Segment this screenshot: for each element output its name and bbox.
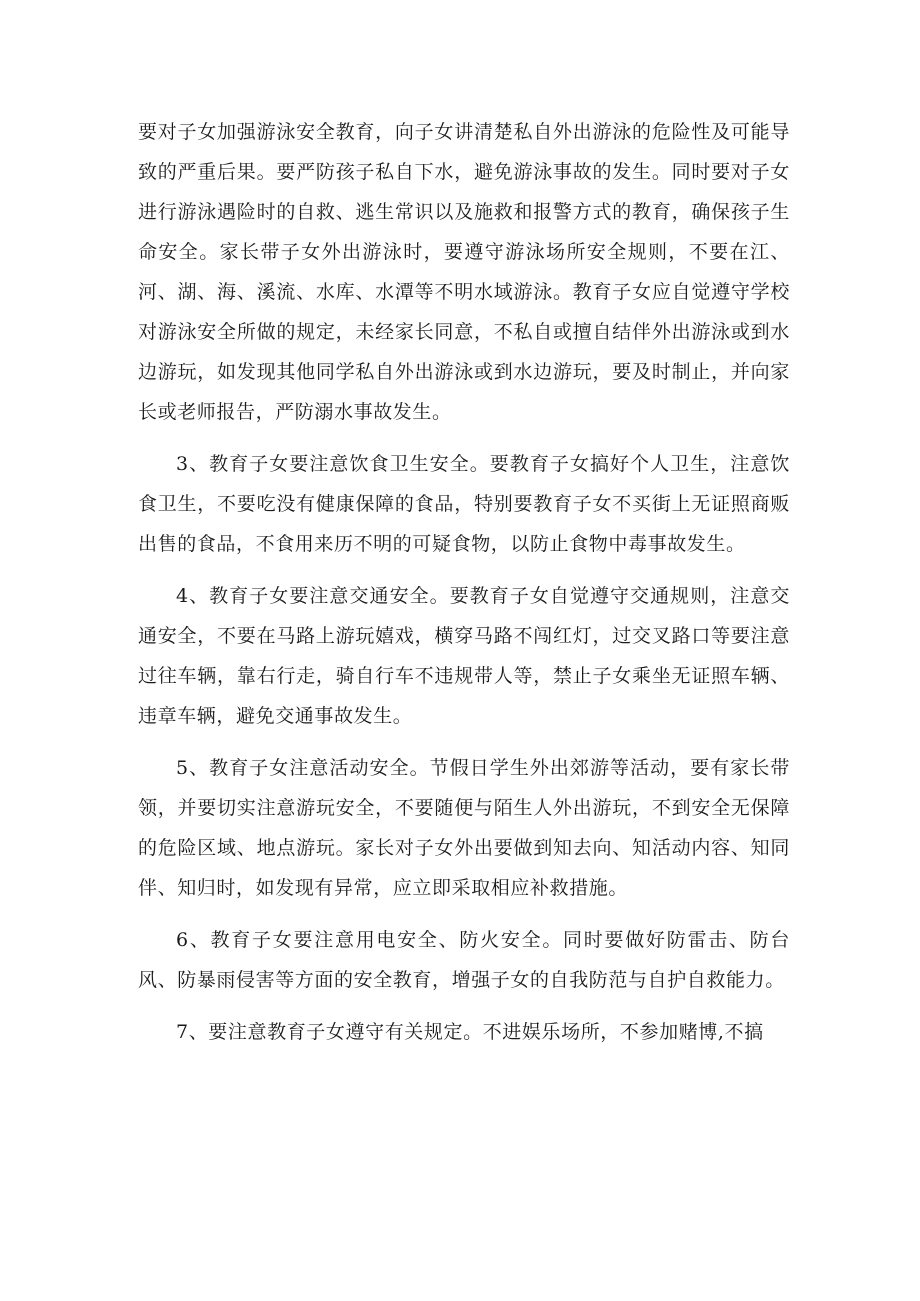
paragraph-food-safety: 3、教育子女要注意饮食卫生安全。要教育子女搞好个人卫生，注意饮食卫生，不要吃没有健康保障的食品，特别要教育子女不买街上无证照商贩出售的食品，不食用来历不明的可疑食物，以防止食物中毒事故发生。 [138, 453, 790, 555]
paragraph-traffic-safety: 4、教育子女要注意交通安全。要教育子女自觉遵守交通规则，注意交通安全，不要在马路上游玩嬉戏，横穿马路不闯红灯，过交叉路口等要注意过往车辆，靠右行走，骑自行车不违规带人等，禁止子女乘坐无证照车辆、违章车辆，避免交通事故发生。 [138, 585, 790, 727]
paragraph-regulations: 7、要注意教育子女遵守有关规定。不进娱乐场所，不参加赌博,不搞 [176, 1021, 764, 1043]
document-body [138, 112, 790, 1064]
paragraph-activity-safety: 5、教育子女注意活动安全。节假日学生外出郊游等活动，要有家长带领，并要切实注意游玩安全，不要随便与陌生人外出游玩，不到安全无保障的危险区域、地点游玩。家长对子女外出要做到知去向、知活动内容、知同伴、知归时，如发现有异常，应立即采取相应补救措施。 [138, 757, 790, 899]
paragraph-electric-fire-safety: 6、教育子女要注意用电安全、防火安全。同时要做好防雷击、防台风、防暴雨侵害等方面的安全教育，增强子女的自我防范与自护自救能力。 [138, 929, 790, 991]
paragraph-swimming-safety: 要对子女加强游泳安全教育，向子女讲清楚私自外出游泳的危险性及可能导致的严重后果。要严防孩子私自下水，避免游泳事故的发生。同时要对子女进行游泳遇险时的自救、逃生常识以及施救和报警方式的教育，确保孩子生命安全。家长带子女外出游泳时，要遵守游泳场所安全规则，不要在江、河、湖、海、溪流、水库、水潭等不明水域游泳。教育子女应自觉遵守学校对游泳安全所做的规定，未经家长同意，不私自或擅自结伴外出游泳或到水边游玩，如发现其他同学私自外出游泳或到水边游玩，要及时制止，并向家长或老师报告，严防溺水事故发生。 [138, 121, 790, 423]
